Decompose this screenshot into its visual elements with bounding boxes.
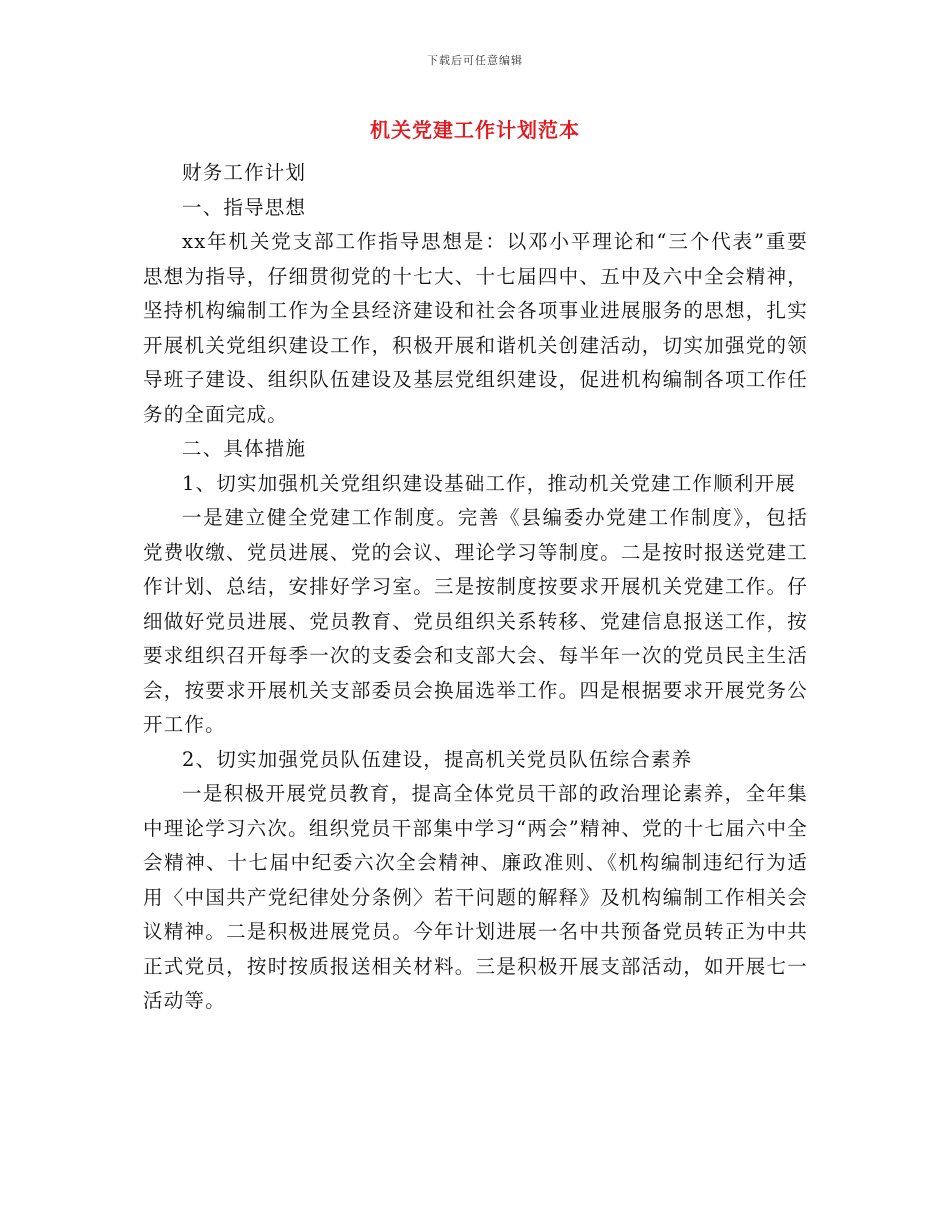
document-title: 机关党建工作计划范本 [370, 118, 580, 142]
paragraph-subtitle: 财务工作计划 [182, 161, 307, 184]
paragraph-measure-1-heading: 1、切实加强机关党组织建设基础工作，推动机关党建工作顺利开展 [182, 471, 796, 495]
paragraph-measure-1-body: 一是建立健全党建工作制度。完善《县编委办党建工作制度》，包括党费收缴、党员进展、党的会议、理论学习等制度。二是按时报送党建工作计划、总结，安排好学习室。三是按制度按要求开展机关党建工作。仔细做好党员进展、党员教育、党员组织关系转移、党建信息报送工作，按要求组织召开每季一次的支委会和支部大会、每半年一次的党员民主生活会，按要求开展机关支部委员会换届选举工作。四是根据要求开展党务公开工作。 [143, 506, 808, 736]
paragraph-measure-2-heading: 2、切实加强党员队伍建设，提高机关党员队伍综合素养 [182, 747, 693, 771]
page-header: 下载后可任意编辑 [427, 54, 523, 67]
document-body [143, 156, 808, 1019]
paragraph-measure-2-body: 一是积极开展党员教育，提高全体党员干部的政治理论素养，全年集中理论学习六次。组织党员干部集中学习“两会”精神、党的十七届六中全会精神、十七届中纪委六次全会精神、廉政准则、《机构编制违纪行为适用〈中国共产党纪律处分条例〉若干问题的解释》及机构编制工作相关会议精神。二是积极进展党员。今年计划进展一名中共预备党员转正为中共正式党员，按时按质报送相关材料。三是积极开展支部活动，如开展七一活动等。 [143, 782, 808, 1012]
paragraph-section-heading-2: 二、具体措施 [182, 437, 307, 460]
paragraph-guiding-ideology: xx年机关党支部工作指导思想是：以邓小平理论和“三个代表”重要思想为指导，仔细贯彻党的十七大、十七届四中、五中及六中全会精神，坚持机构编制工作为全县经济建设和社会各项事业进展服务的思想，扎实开展机关党组织建设工作，积极开展和谐机关创建活动，切实加强党的领导班子建设、组织队伍建设及基层党组织建设，促进机构编制各项工作任务的全面完成。 [143, 230, 808, 426]
paragraph-section-heading-1: 一、指导思想 [182, 195, 307, 219]
